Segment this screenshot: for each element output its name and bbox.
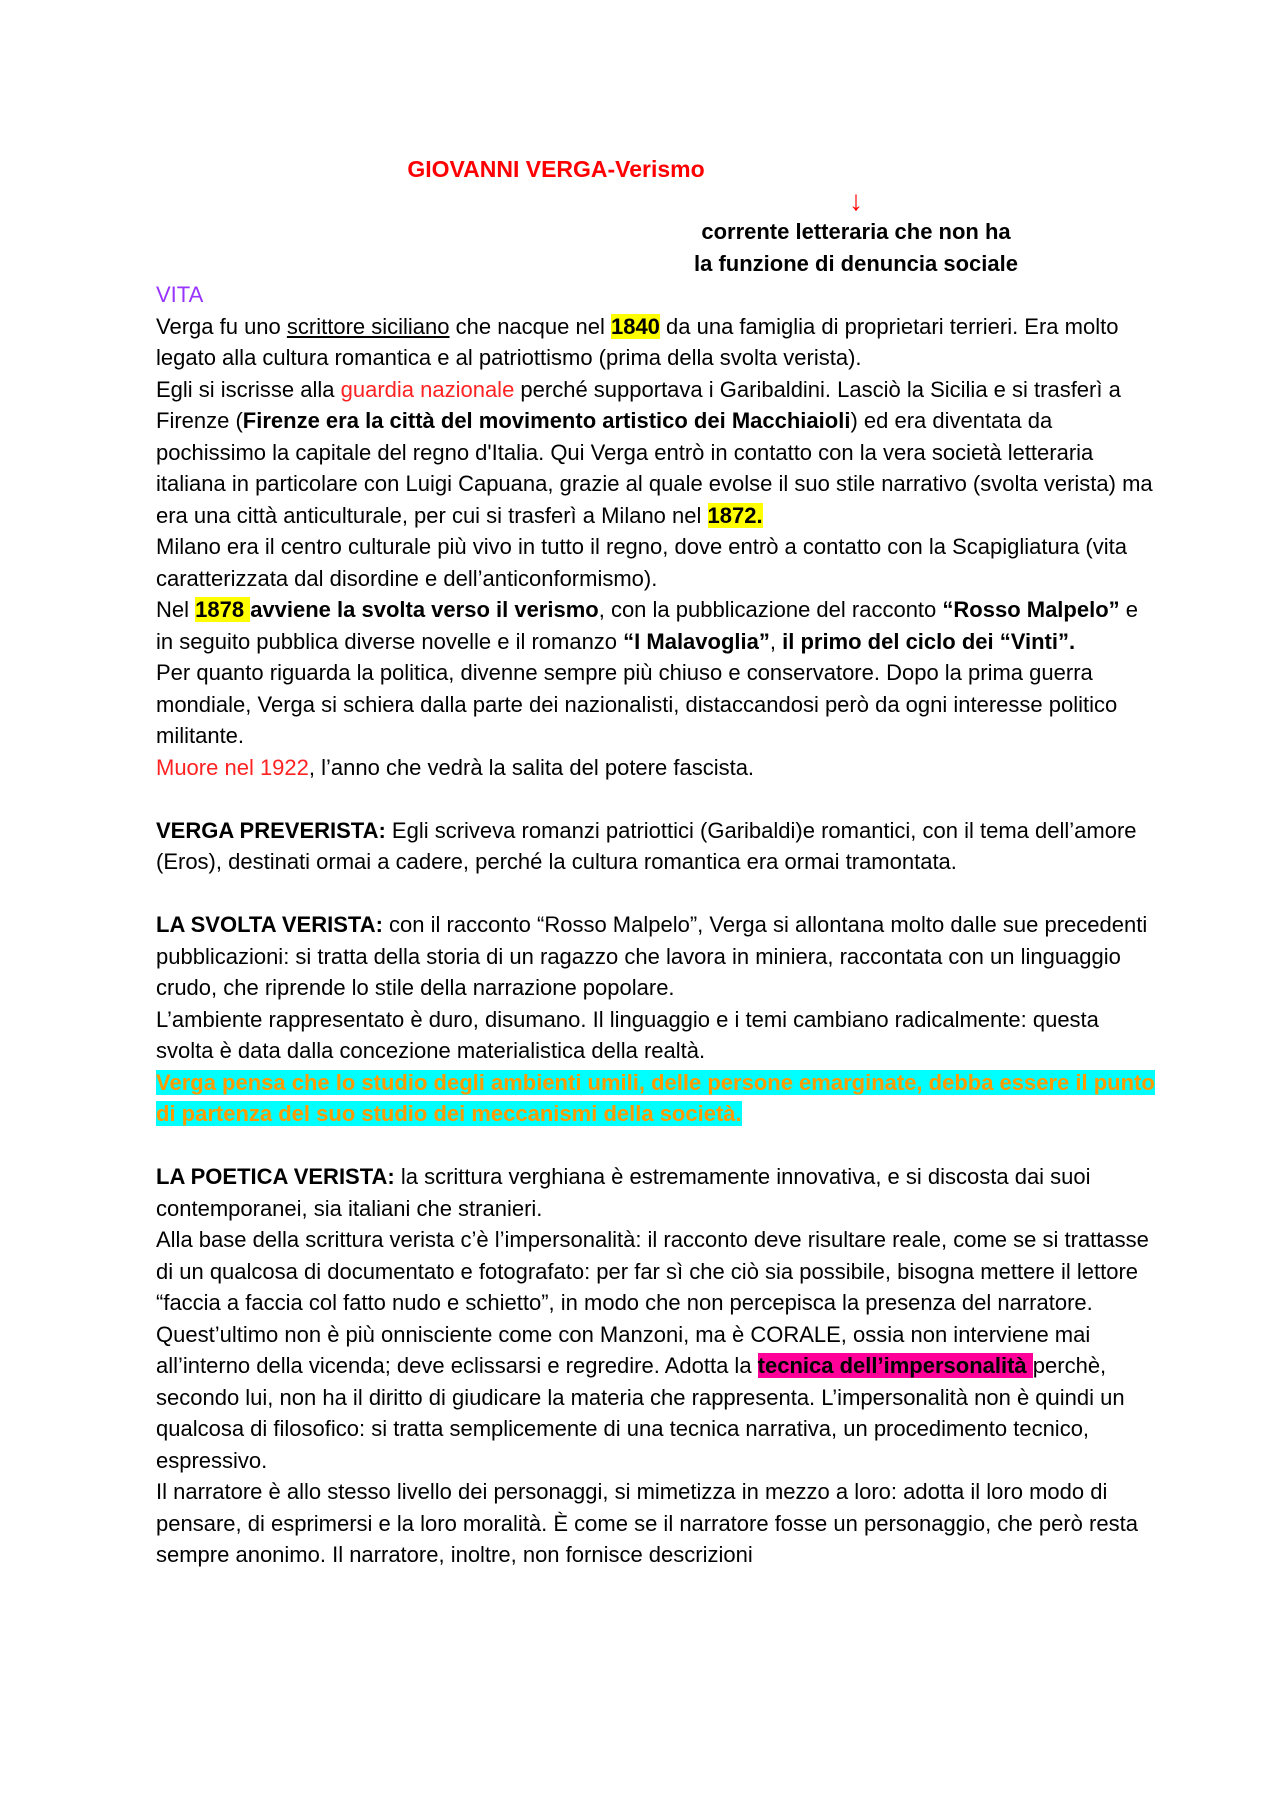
section-heading-vita: VITA (156, 282, 204, 307)
highlight-impersonalita: tecnica dell’impersonalità (757, 1353, 1033, 1378)
text-run: e in seguito pubblica diverse novelle e il romanzo (156, 597, 1138, 654)
vita-paragraph-3: Milano era il centro culturale più vivo in tutto il regno, dove entrò a contatto con la Scapigliatura (vita caratterizzata dal disordine e dell’anticonformismo). (156, 534, 1127, 591)
spacer (156, 783, 1156, 815)
spacer (156, 1130, 1156, 1162)
bold-text: “I Malavoglia” (623, 628, 770, 654)
highlight-year-1840: 1840 (610, 313, 660, 339)
text-run: con il racconto “Rosso Malpelo”, Verga si allontana molto dalle sue precedenti pubblicazioni: si tratta della storia di un ragazzo che lavora in miniera, raccontata con un linguaggio crudo, che riprende lo stile della narrazione popolare. (156, 912, 1148, 1000)
section-label-poetica: LA POETICA VERISTA: (156, 1164, 395, 1189)
bold-text: “Rosso Malpelo” (942, 597, 1120, 622)
text-run: che nacque nel (449, 313, 611, 339)
bold-text: il primo del ciclo dei “Vinti”. (782, 628, 1076, 654)
text-run: , l’anno che vedrà la salita del potere fascista. (308, 754, 755, 780)
bold-text: avviene la svolta verso il verismo (250, 597, 599, 622)
text-run: , con la pubblicazione del racconto (598, 597, 943, 622)
underlined-text: scrittore siciliano (286, 313, 450, 339)
poetica-paragraph-2 (156, 1224, 1156, 1476)
preverista-paragraph (156, 815, 1156, 878)
text-run: perchè, secondo lui, non ha il diritto di giudicare la materia che rappresenta. L’impersonalità non è quindi un qualcosa di filosofico: si tratta semplicemente di una tecnica narrativa, un procedimento tecnico, espressivo. (156, 1353, 1125, 1473)
svolta-paragraph-1 (156, 909, 1156, 1004)
section-label-svolta: LA SVOLTA VERISTA: (156, 912, 383, 937)
poetica-paragraph-1 (156, 1161, 1156, 1224)
text-run: Egli scriveva romanzi patriottici (Garibaldi)e romantici, con il tema dell’amore (Eros), destinati ormai a cadere, perché la cultura romantica era ormai tramontata. (156, 817, 1137, 874)
highlighted-text: Verga pensa che lo studio degli ambienti umili, delle persone emarginate, debba essere il punto di partenza del suo studio dei meccanismi della società. (156, 1069, 1155, 1126)
highlight-year-1872: 1872. (707, 502, 763, 528)
text-run: la scrittura verghiana è estremamente innovativa, e si discosta dai suoi contemporanei, sia italiani che stranieri. (156, 1164, 1091, 1221)
document-page (156, 152, 1156, 1571)
text-run: da una famiglia di proprietari terrieri. Era molto legato alla cultura romantica e al patriottismo (prima della svolta verista). (156, 313, 1119, 370)
vita-paragraph-6 (156, 752, 1156, 784)
highlight-year-1878: 1878 (195, 597, 251, 622)
page-title: GIOVANNI VERGA-Verismo (407, 156, 705, 182)
vita-paragraph-4 (156, 594, 1156, 657)
text-run: ) ed era diventata da pochissimo la capitale del regno d'Italia. Qui Verga entrò in contatto con la vera società letteraria italiana in particolare con Luigi Capuana, grazie al quale evolse il suo stile narrativo (svolta verista) ma era una città anticulturale, per cui si trasferì a Milano nel (156, 408, 1153, 528)
text-run: Nel (156, 597, 196, 622)
down-arrow-icon: ↓ (849, 185, 863, 216)
spacer (156, 878, 1156, 910)
text-run: perché supportava i Garibaldini. Lasciò la Sicilia e si trasferì a Firenze ( (156, 376, 1121, 433)
subtitle-line-2: la funzione di denuncia sociale (694, 250, 1018, 276)
svolta-highlight-paragraph (156, 1067, 1156, 1130)
text-run: Alla base della scrittura verista c’è l’impersonalità: il racconto deve risultare reale, come se si trattasse di un qualcosa di documentato e fotografato: per far sì che ciò sia possibile, bisogna mettere il lettore “faccia a faccia col fatto nudo e schietto”, in modo che non percepisca la presenza del narratore. Quest’ultimo non è più onnisciente come con Manzoni, ma è CORALE, ossia non interviene mai all’interno della vicenda; deve eclissarsi e regredire. Adotta la (156, 1227, 1149, 1378)
text-run: Verga fu uno (156, 313, 287, 339)
bold-text: Firenze era la città del movimento artistico dei Macchiaioli (242, 408, 851, 433)
text-run: , (769, 628, 783, 654)
vita-paragraph-2 (156, 374, 1156, 532)
red-text: Muore nel 1922 (156, 754, 309, 780)
vita-paragraph-1 (156, 311, 1156, 374)
text-run: Egli si iscrisse alla (156, 376, 341, 402)
svolta-paragraph-2: L’ambiente rappresentato è duro, disumano. Il linguaggio e i temi cambiano radicalmente: questa svolta è data dalla concezione materialistica della realtà. (156, 1006, 1099, 1063)
red-text: guardia nazionale (340, 376, 515, 402)
vita-paragraph-5: Per quanto riguarda la politica, divenne sempre più chiuso e conservatore. Dopo la prima guerra mondiale, Verga si schiera dalla parte dei nazionalisti, distaccandosi però da ogni interesse politico militante. (156, 660, 1118, 748)
subtitle-line-1: corrente letteraria che non ha (701, 219, 1011, 244)
section-label-preverista: VERGA PREVERISTA: (156, 817, 386, 843)
poetica-paragraph-3: Il narratore è allo stesso livello dei personaggi, si mimetizza in mezzo a loro: adotta il loro modo di pensare, di esprimersi e la loro moralità. È come se il narratore fosse un personaggio, che però resta sempre anonimo. Il narratore, inoltre, non fornisce descrizioni (156, 1479, 1138, 1567)
